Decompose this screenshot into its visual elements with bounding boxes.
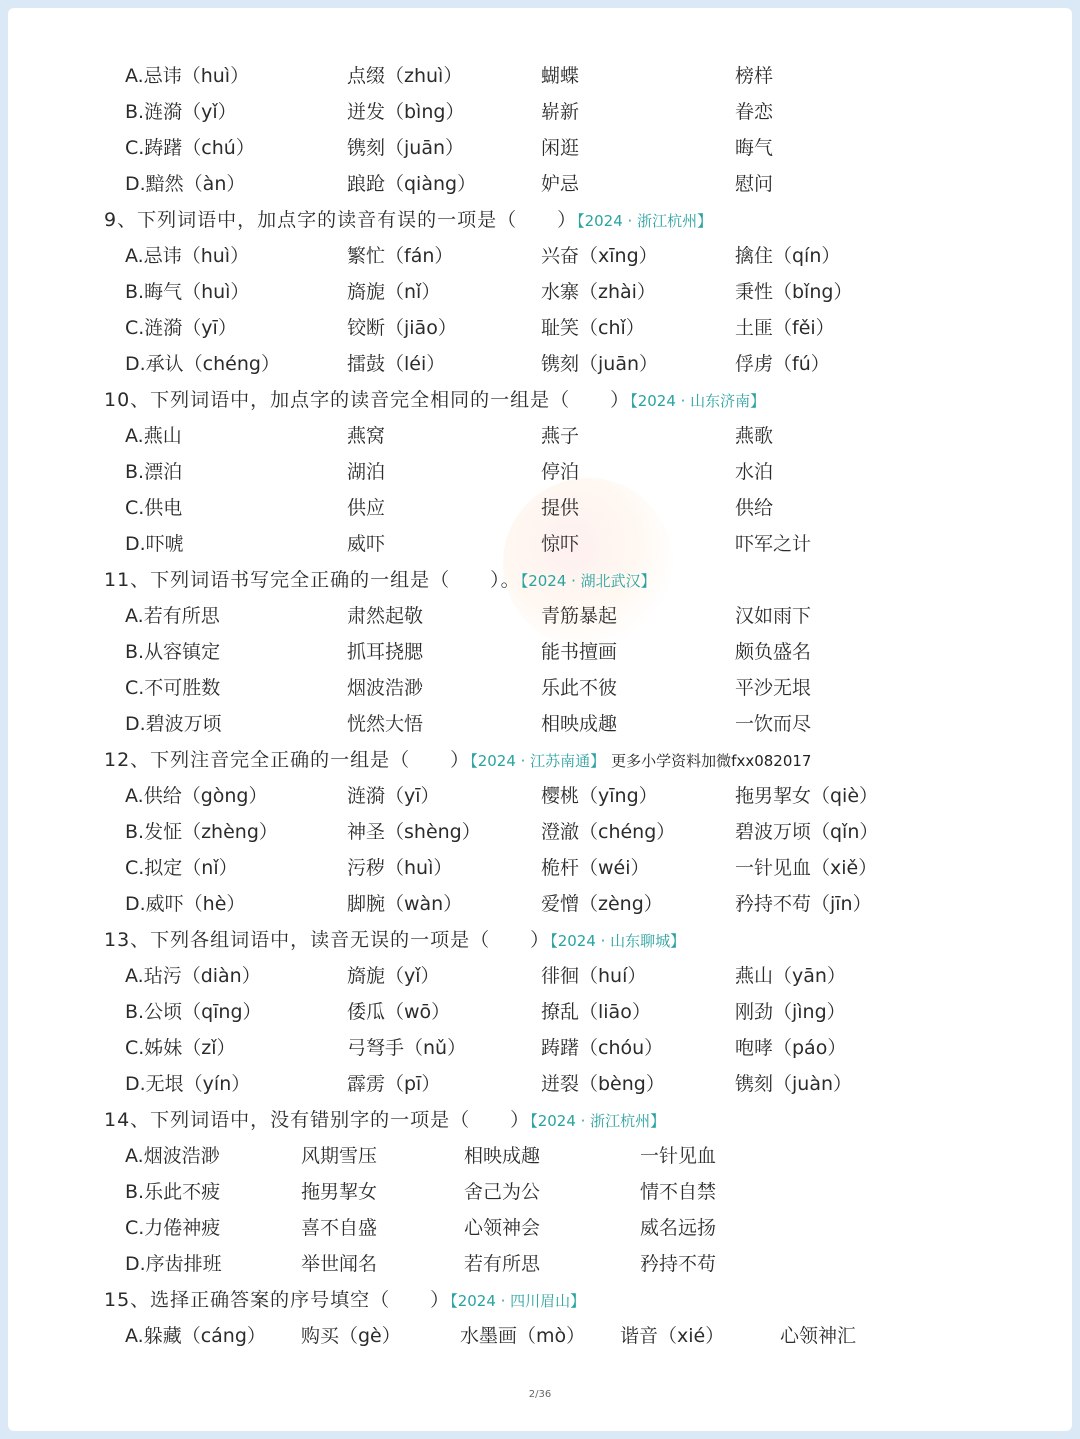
option-word: 喜不自盛 — [301, 1217, 378, 1239]
option-label: A.燕山 — [125, 425, 182, 447]
question-text: 11、下列词语书写完全正确的一组是（ ）。 — [104, 569, 521, 591]
option-word: 汉如雨下 — [735, 605, 812, 627]
option-word: 水泊 — [735, 461, 774, 483]
option-label: A.忌讳（huì） — [125, 65, 250, 87]
option-word: 蝴蝶 — [541, 65, 580, 87]
option-word: 相映成趣 — [464, 1145, 541, 1167]
option-label: C.拟定（nǐ） — [125, 857, 238, 879]
option-word: 兴奋（xīng） — [541, 245, 658, 267]
option-word: 供应 — [347, 497, 386, 519]
option-word: 霹雳（pī） — [347, 1073, 441, 1095]
option-word: 撩乱（liāo） — [541, 1001, 651, 1023]
question-source: 【2024 · 浙江杭州】 — [530, 1112, 666, 1130]
question-row — [104, 1282, 585, 1318]
option-label: D.威吓（hè） — [125, 893, 246, 915]
option-word: 踉跄（qiàng） — [347, 173, 477, 195]
option-word: 迸发（bìng） — [347, 101, 465, 123]
option-word: 俘虏（fú） — [735, 353, 830, 375]
option-label: C.姊妹（zǐ） — [125, 1037, 236, 1059]
option-label: C.供电 — [125, 497, 183, 519]
option-word: 拖男挈女 — [301, 1181, 378, 1203]
option-label: B.乐此不疲 — [125, 1181, 221, 1203]
option-word: 旖旎（nǐ） — [347, 281, 441, 303]
option-word: 肃然起敬 — [347, 605, 424, 627]
option-word: 风期雪压 — [301, 1145, 378, 1167]
option-label: B.涟漪（yǐ） — [125, 101, 237, 123]
option-word: 迸裂（bèng） — [541, 1073, 665, 1095]
option-word: 榜样 — [735, 65, 774, 87]
option-word: 矜持不苟 — [640, 1253, 717, 1275]
option-label: A.玷污（diàn） — [125, 965, 261, 987]
option-label: B.公顷（qīng） — [125, 1001, 262, 1023]
option-label: B.晦气（huì） — [125, 281, 250, 303]
option-word: 乐此不彼 — [541, 677, 618, 699]
option-word: 燕子 — [541, 425, 580, 447]
question-source: 【2024 · 浙江杭州】 — [577, 212, 713, 230]
question-source: 【2024 · 山东聊城】 — [550, 932, 686, 950]
option-word: 樱桃（yīng） — [541, 785, 658, 807]
option-word: 铰断（jiāo） — [347, 317, 457, 339]
question-text: 12、下列注音完全正确的一组是（ ） — [104, 749, 471, 771]
question-row — [104, 382, 765, 418]
option-word: 神圣（shèng） — [347, 821, 481, 843]
option-label: D.碧波万顷 — [125, 713, 222, 735]
question-row — [104, 1102, 665, 1138]
option-word: 恍然大悟 — [347, 713, 424, 735]
option-label: A.若有所思 — [125, 605, 220, 627]
option-label: A.供给（gòng） — [125, 785, 268, 807]
option-label: A.躲藏（cáng） — [125, 1325, 266, 1347]
option-word: 惊吓 — [541, 533, 580, 555]
option-label: A.忌讳（huì） — [125, 245, 250, 267]
option-label: A.烟波浩渺 — [125, 1145, 220, 1167]
question-row — [104, 562, 656, 598]
option-word: 购买（gè） — [301, 1325, 401, 1347]
option-word: 舍己为公 — [464, 1181, 541, 1203]
page-number: 2/36 — [528, 1389, 552, 1400]
option-label: D.承认（chéng） — [125, 353, 280, 375]
option-label: C.踌躇（chú） — [125, 137, 255, 159]
option-label: D.序齿排班 — [125, 1253, 222, 1275]
question-source: 【2024 · 四川眉山】 — [450, 1292, 586, 1310]
option-word: 土匪（fěi） — [735, 317, 835, 339]
question-text: 10、下列词语中，加点字的读音完全相同的一组是（ ） — [104, 389, 631, 411]
option-word: 倭瓜（wō） — [347, 1001, 451, 1023]
option-word: 抓耳挠腮 — [347, 641, 424, 663]
option-word: 咆哮（páo） — [735, 1037, 847, 1059]
option-word: 颇负盛名 — [735, 641, 812, 663]
option-word: 平沙无垠 — [735, 677, 812, 699]
option-word: 桅杆（wéi） — [541, 857, 650, 879]
question-row — [104, 922, 685, 958]
question-text: 13、下列各组词语中，读音无误的一项是（ ） — [104, 929, 551, 951]
option-word: 徘徊（huí） — [541, 965, 647, 987]
option-word: 青筋暴起 — [541, 605, 618, 627]
option-word: 相映成趣 — [541, 713, 618, 735]
option-word: 情不自禁 — [640, 1181, 717, 1203]
option-word: 烟波浩渺 — [347, 677, 424, 699]
option-word: 燕歌 — [735, 425, 774, 447]
option-word: 眷恋 — [735, 101, 774, 123]
option-label: B.发怔（zhèng） — [125, 821, 278, 843]
option-label: D.无垠（yín） — [125, 1073, 251, 1095]
option-word: 点缀（zhuì） — [347, 65, 463, 87]
option-word: 燕窝 — [347, 425, 386, 447]
option-word: 旖旎（yǐ） — [347, 965, 440, 987]
option-word: 晦气 — [735, 137, 774, 159]
option-word: 威吓 — [347, 533, 386, 555]
option-word: 弓弩手（nǔ） — [347, 1037, 467, 1059]
option-word: 心领神汇 — [780, 1325, 857, 1347]
option-word: 镌刻（juān） — [541, 353, 659, 375]
option-word: 繁忙（fán） — [347, 245, 454, 267]
promo-note: 更多小学资料加微fxx082017 — [611, 752, 812, 770]
option-word: 举世闻名 — [301, 1253, 378, 1275]
option-word: 水墨画（mò） — [460, 1325, 586, 1347]
option-label: C.不可胜数 — [125, 677, 221, 699]
option-word: 心领神会 — [464, 1217, 541, 1239]
question-source: 【2024 · 湖北武汉】 — [520, 572, 656, 590]
option-label: C.涟漪（yī） — [125, 317, 237, 339]
option-word: 谐音（xié） — [620, 1325, 725, 1347]
option-word: 澄澈（chéng） — [541, 821, 676, 843]
option-word: 刚劲（jìng） — [735, 1001, 846, 1023]
option-word: 崭新 — [541, 101, 580, 123]
option-word: 一针见血 — [640, 1145, 717, 1167]
question-source: 【2024 · 山东济南】 — [630, 392, 766, 410]
option-word: 镌刻（juàn） — [735, 1073, 853, 1095]
option-word: 若有所思 — [464, 1253, 541, 1275]
option-word: 威名远扬 — [640, 1217, 717, 1239]
option-label: B.从容镇定 — [125, 641, 221, 663]
option-word: 踌躇（chóu） — [541, 1037, 664, 1059]
document-page — [8, 8, 1072, 1431]
option-word: 镌刻（juān） — [347, 137, 465, 159]
option-word: 矜持不苟（jīn） — [735, 893, 872, 915]
option-word: 爱憎（zèng） — [541, 893, 663, 915]
option-word: 燕山（yān） — [735, 965, 846, 987]
question-text: 14、下列词语中，没有错别字的一项是（ ） — [104, 1109, 531, 1131]
option-word: 脚腕（wàn） — [347, 893, 463, 915]
option-word: 一针见血（xiě） — [735, 857, 878, 879]
option-word: 耻笑（chǐ） — [541, 317, 645, 339]
option-word: 水寨（zhài） — [541, 281, 656, 303]
option-word: 妒忌 — [541, 173, 580, 195]
option-word: 吓军之计 — [735, 533, 812, 555]
question-row — [104, 202, 712, 238]
option-word: 秉性（bǐng） — [735, 281, 853, 303]
option-word: 停泊 — [541, 461, 580, 483]
option-word: 擂鼓（léi） — [347, 353, 446, 375]
question-text: 9、下列词语中，加点字的读音有误的一项是（ ） — [104, 209, 578, 231]
option-label: C.力倦神疲 — [125, 1217, 221, 1239]
option-word: 擒住（qín） — [735, 245, 841, 267]
question-source: 【2024 · 江苏南通】 — [470, 752, 606, 770]
option-word: 一饮而尽 — [735, 713, 812, 735]
option-word: 慰问 — [735, 173, 774, 195]
option-word: 能书擅画 — [541, 641, 618, 663]
option-label: B.漂泊 — [125, 461, 183, 483]
option-word: 涟漪（yī） — [347, 785, 440, 807]
question-text: 15、选择正确答案的序号填空（ ） — [104, 1289, 451, 1311]
option-word: 污秽（huì） — [347, 857, 453, 879]
option-word: 湖泊 — [347, 461, 386, 483]
option-word: 碧波万顷（qǐn） — [735, 821, 879, 843]
option-word: 供给 — [735, 497, 774, 519]
option-word: 拖男挈女（qiè） — [735, 785, 879, 807]
question-row — [104, 742, 811, 778]
option-label: D.黯然（àn） — [125, 173, 246, 195]
option-word: 闲逛 — [541, 137, 580, 159]
option-word: 提供 — [541, 497, 580, 519]
option-label: D.吓唬 — [125, 533, 184, 555]
